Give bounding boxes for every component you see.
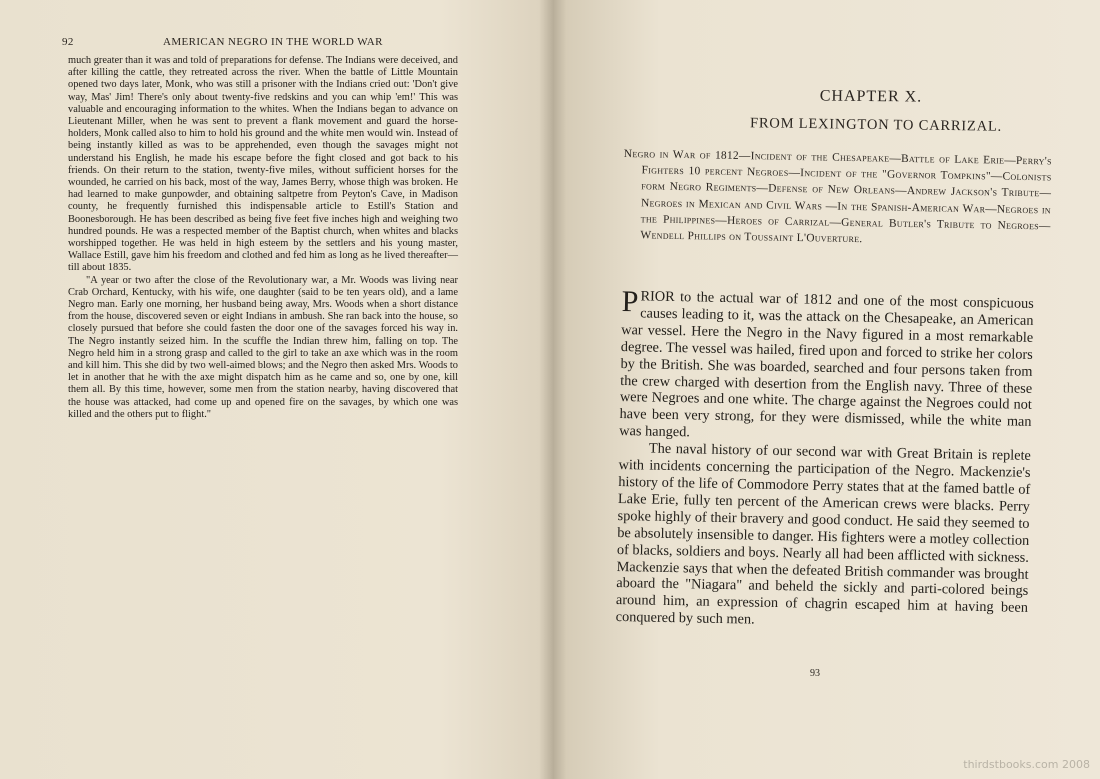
running-title: AMERICAN NEGRO IN THE WORLD WAR [162, 36, 383, 48]
right-body-text [615, 285, 1034, 634]
chapter-title: FROM LEXINGTON TO CARRIZAL. [749, 115, 1003, 135]
running-head [62, 36, 492, 48]
chapter-synopsis: Negro in War of 1812—Incident of the Chesapeake—Battle of Lake Erie—Perry's Fighters 10 percent Negroes—Incident of the "Governor Tompkins"—Colonists form Negro Regiments—Defense of New Orleans—Andrew Jackson's Tribute—Negroes in Mexican and Civil Wars —In the Spanish-American War—Negroes in the Philippines—Heroes of Carrizal—General Butler's Tribute to Negroes—Wendell Phillips on Toussaint L'Ouverture. [623, 147, 1052, 246]
watermark: thirdstbooks.com 2008 [963, 758, 1090, 771]
left-page-number: 92 [62, 36, 74, 48]
right-page-number: 93 [810, 668, 820, 679]
left-paragraph-2: "A year or two after the close of the Revolutionary war, a Mr. Woods was living near Crab Orchard, Kentucky, with his wife, one daughter (said to be ten years old), and a lame Negro man. Early one morning, her husband being away, Mrs. Woods when a short distance from the house, discovered seven or eight Indians in ambush. She ran back into the house, so closely pursued that before she could fasten the door one of the savages forced his way in. The Negro instantly seized him. In the scuffle the Indian threw him, falling on top. The Negro held him in a strong grasp and called to the girl to take an axe which was in the room and kill him. This she did by two well-aimed blows; and the Negro then asked Mrs. Woods to let in another that he with the axe might dispatch him as he came and so, one by one, kill them all. By this time, however, some men from the station nearby, having discovered that the house was attacked, had come up and opened fire on the savages, by which one was killed and the others put to flight." [68, 274, 458, 420]
right-paragraph-1-text: RIOR to the actual war of 1812 and one of the most conspicuous causes leading to it, was the attack on the Chesapeake, an American war vessel. Here the Negro in the Navy figured in a most remarkable degree. The vessel was hailed, fired upon and forced to strike her colors by the British. She was boarded, searched and four persons taken from the crew charged with desertion from the English navy. Three of these were Negroes and one white. The charge against the Negroes could not have been very strong, for they were dismissed, while the white man was hanged. [619, 288, 1034, 441]
drop-cap: P [621, 285, 639, 319]
right-paragraph-2: The naval history of our second war with Great Britain is replete with incidents concerning the participation of the Negro. Mackenzie's history of the life of Commodore Perry states that at the famed battle of Lake Erie, fully ten percent of the American crews were blacks. Perry spoke highly of their bravery and good conduct. He said they seemed to be absolutely insensible to danger. His fighters were a motley collection of blacks, soldiers and boys. Nearly all had been afflicted with sickness. Mackenzie says that when the defeated British commander was brought aboard the "Niagara" and beheld the sickly and parti-colored beings around him, an expression of chagrin escaped him at having been conquered by such men. [615, 440, 1032, 628]
left-body-text [68, 55, 458, 421]
right-page [556, 0, 1100, 779]
right-paragraph-1 [619, 285, 1034, 448]
chapter-number: CHAPTER X. [819, 87, 923, 106]
left-paragraph-1: much greater than it was and told of preparations for defense. The Indians were deceived, and after killing the cattle, they retreated across the river. When the battle of Little Mountain opened two days later, Monk, who was still a prisoner with the Indians cried out: 'Don't give way, Mas' Jim! There's only about twenty-five redskins and you can whip 'em!' This was valuable and encouraging information to the whites. When the Indians began to advance on Lieutenant Miller, when he was sent to prevent a flank movement and guard the horse-holders, Monk called also to him to hold his ground and the white men would win. Instead of being instantly killed as was to be apprehended, even though the savages might not understand his English, he made his escape before the fight closed and got back to his friends. On their return to the station, twenty-five miles, without sufficient horses for the wounded, he carried on his back, most of the way, James Berry, whose thigh was broken. He had learned to make gunpowder, and obtaining saltpetre from Peyton's Cave, in Madison county, he frequently furnished this indispensable article to Estill's Station and Boonesborough. He has been described as being five feet five inches high and weighing two hundred pounds. He was a respected member of the Baptist church, when whites and blacks worshipped together. He was held in high esteem by the settlers and his young master, Wallace Estill, gave him his freedom and clothed and fed him as long as he lived thereafter—till about 1835. [68, 55, 458, 274]
